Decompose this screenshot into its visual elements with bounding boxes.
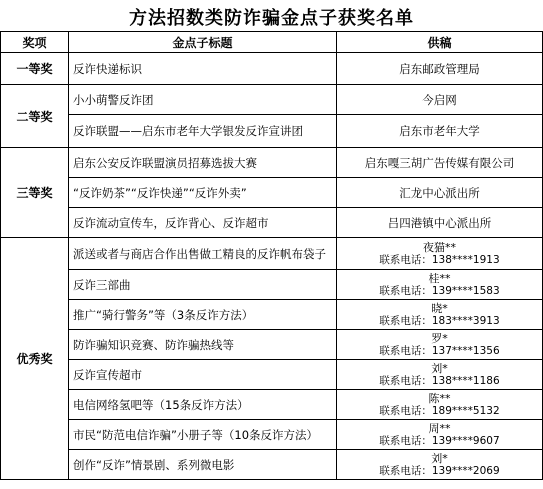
- source: 启东邮政管理局: [337, 53, 543, 85]
- contributor-name: 罗*: [431, 331, 448, 345]
- table-row: [1, 360, 543, 390]
- award-table: [0, 31, 543, 480]
- contributor-name: 刘*: [431, 361, 448, 375]
- idea-title: 反诈流动宣传车，反诈背心、反诈超市: [69, 208, 337, 238]
- table-row: [1, 390, 543, 420]
- source: 吕四港镇中心派出所: [337, 208, 543, 238]
- source: 今启网: [337, 85, 543, 115]
- table-row: [1, 238, 543, 270]
- contributor-phone: 联系电话：139****9607: [379, 434, 500, 447]
- table-row: [1, 208, 543, 238]
- contributor-cell: [337, 420, 543, 450]
- source: 启东市老年大学: [337, 115, 543, 148]
- contributor-phone: 联系电话：138****1913: [379, 253, 500, 266]
- contributor-phone: 联系电话：139****2069: [379, 464, 500, 477]
- source: 启东嘎三胡广告传媒有限公司: [337, 148, 543, 178]
- award-third: 三等奖: [1, 148, 69, 238]
- header-award: 奖项: [1, 32, 69, 53]
- contributor-cell: [337, 450, 543, 480]
- table-row: [1, 330, 543, 360]
- table-row: [1, 53, 543, 85]
- source: 汇龙中心派出所: [337, 178, 543, 208]
- award-excellence: 优秀奖: [1, 238, 69, 480]
- contributor-name: 周**: [428, 421, 451, 435]
- idea-title: 小小萌警反诈团: [69, 85, 337, 115]
- contributor-name: 夜猫**: [423, 240, 456, 254]
- contributor-cell: [337, 238, 543, 270]
- idea-title: 创作“反诈”情景剧、系列微电影: [69, 450, 337, 480]
- contributor-cell: [337, 360, 543, 390]
- page-title: 方法招数类防诈骗金点子获奖名单: [129, 8, 414, 29]
- header-source: 供稿: [337, 32, 543, 53]
- idea-title: 反诈联盟——启东市老年大学银发反诈宣讲团: [69, 115, 337, 148]
- table-row: [1, 420, 543, 450]
- idea-title: 反诈三部曲: [69, 270, 337, 300]
- contributor-phone: 联系电话：137****1356: [379, 344, 500, 357]
- contributor-cell: [337, 390, 543, 420]
- idea-title: 防诈骗知识竞赛、防诈骗热线等: [69, 330, 337, 360]
- table-row: [1, 148, 543, 178]
- idea-title: 市民“防范电信诈骗”小册子等（10条反诈方法）: [69, 420, 337, 450]
- contributor-name: 晓*: [431, 301, 448, 315]
- idea-title: 反诈宣传超市: [69, 360, 337, 390]
- contributor-name: 刘*: [431, 451, 448, 465]
- idea-title: 反诈快递标识: [69, 53, 337, 85]
- idea-title: 推广“骑行警务”等（3条反诈方法）: [69, 300, 337, 330]
- contributor-cell: [337, 300, 543, 330]
- contributor-cell: [337, 270, 543, 300]
- award-second: 二等奖: [1, 85, 69, 148]
- contributor-name: 桂**: [428, 271, 451, 285]
- idea-title: 电信网络氢吧等（15条反诈方法）: [69, 390, 337, 420]
- award-first: 一等奖: [1, 53, 69, 85]
- contributor-name: 陈**: [428, 391, 451, 405]
- table-row: [1, 300, 543, 330]
- contributor-phone: 联系电话：183****3913: [379, 314, 500, 327]
- contributor-phone: 联系电话：139****1583: [379, 284, 500, 297]
- contributor-cell: [337, 330, 543, 360]
- table-row: [1, 450, 543, 480]
- idea-title: “反诈奶茶”“反诈快递”“反诈外卖”: [69, 178, 337, 208]
- table-row: [1, 115, 543, 148]
- table-header-row: [1, 32, 543, 53]
- header-idea-title: 金点子标题: [69, 32, 337, 53]
- table-row: [1, 85, 543, 115]
- table-row: [1, 270, 543, 300]
- idea-title: 派送或者与商店合作出售做工精良的反诈帆布袋子: [69, 238, 337, 270]
- table-row: [1, 178, 543, 208]
- contributor-phone: 联系电话：189****5132: [379, 404, 500, 417]
- contributor-phone: 联系电话：138****1186: [379, 374, 500, 387]
- idea-title: 启东公安反诈联盟演员招募选拔大赛: [69, 148, 337, 178]
